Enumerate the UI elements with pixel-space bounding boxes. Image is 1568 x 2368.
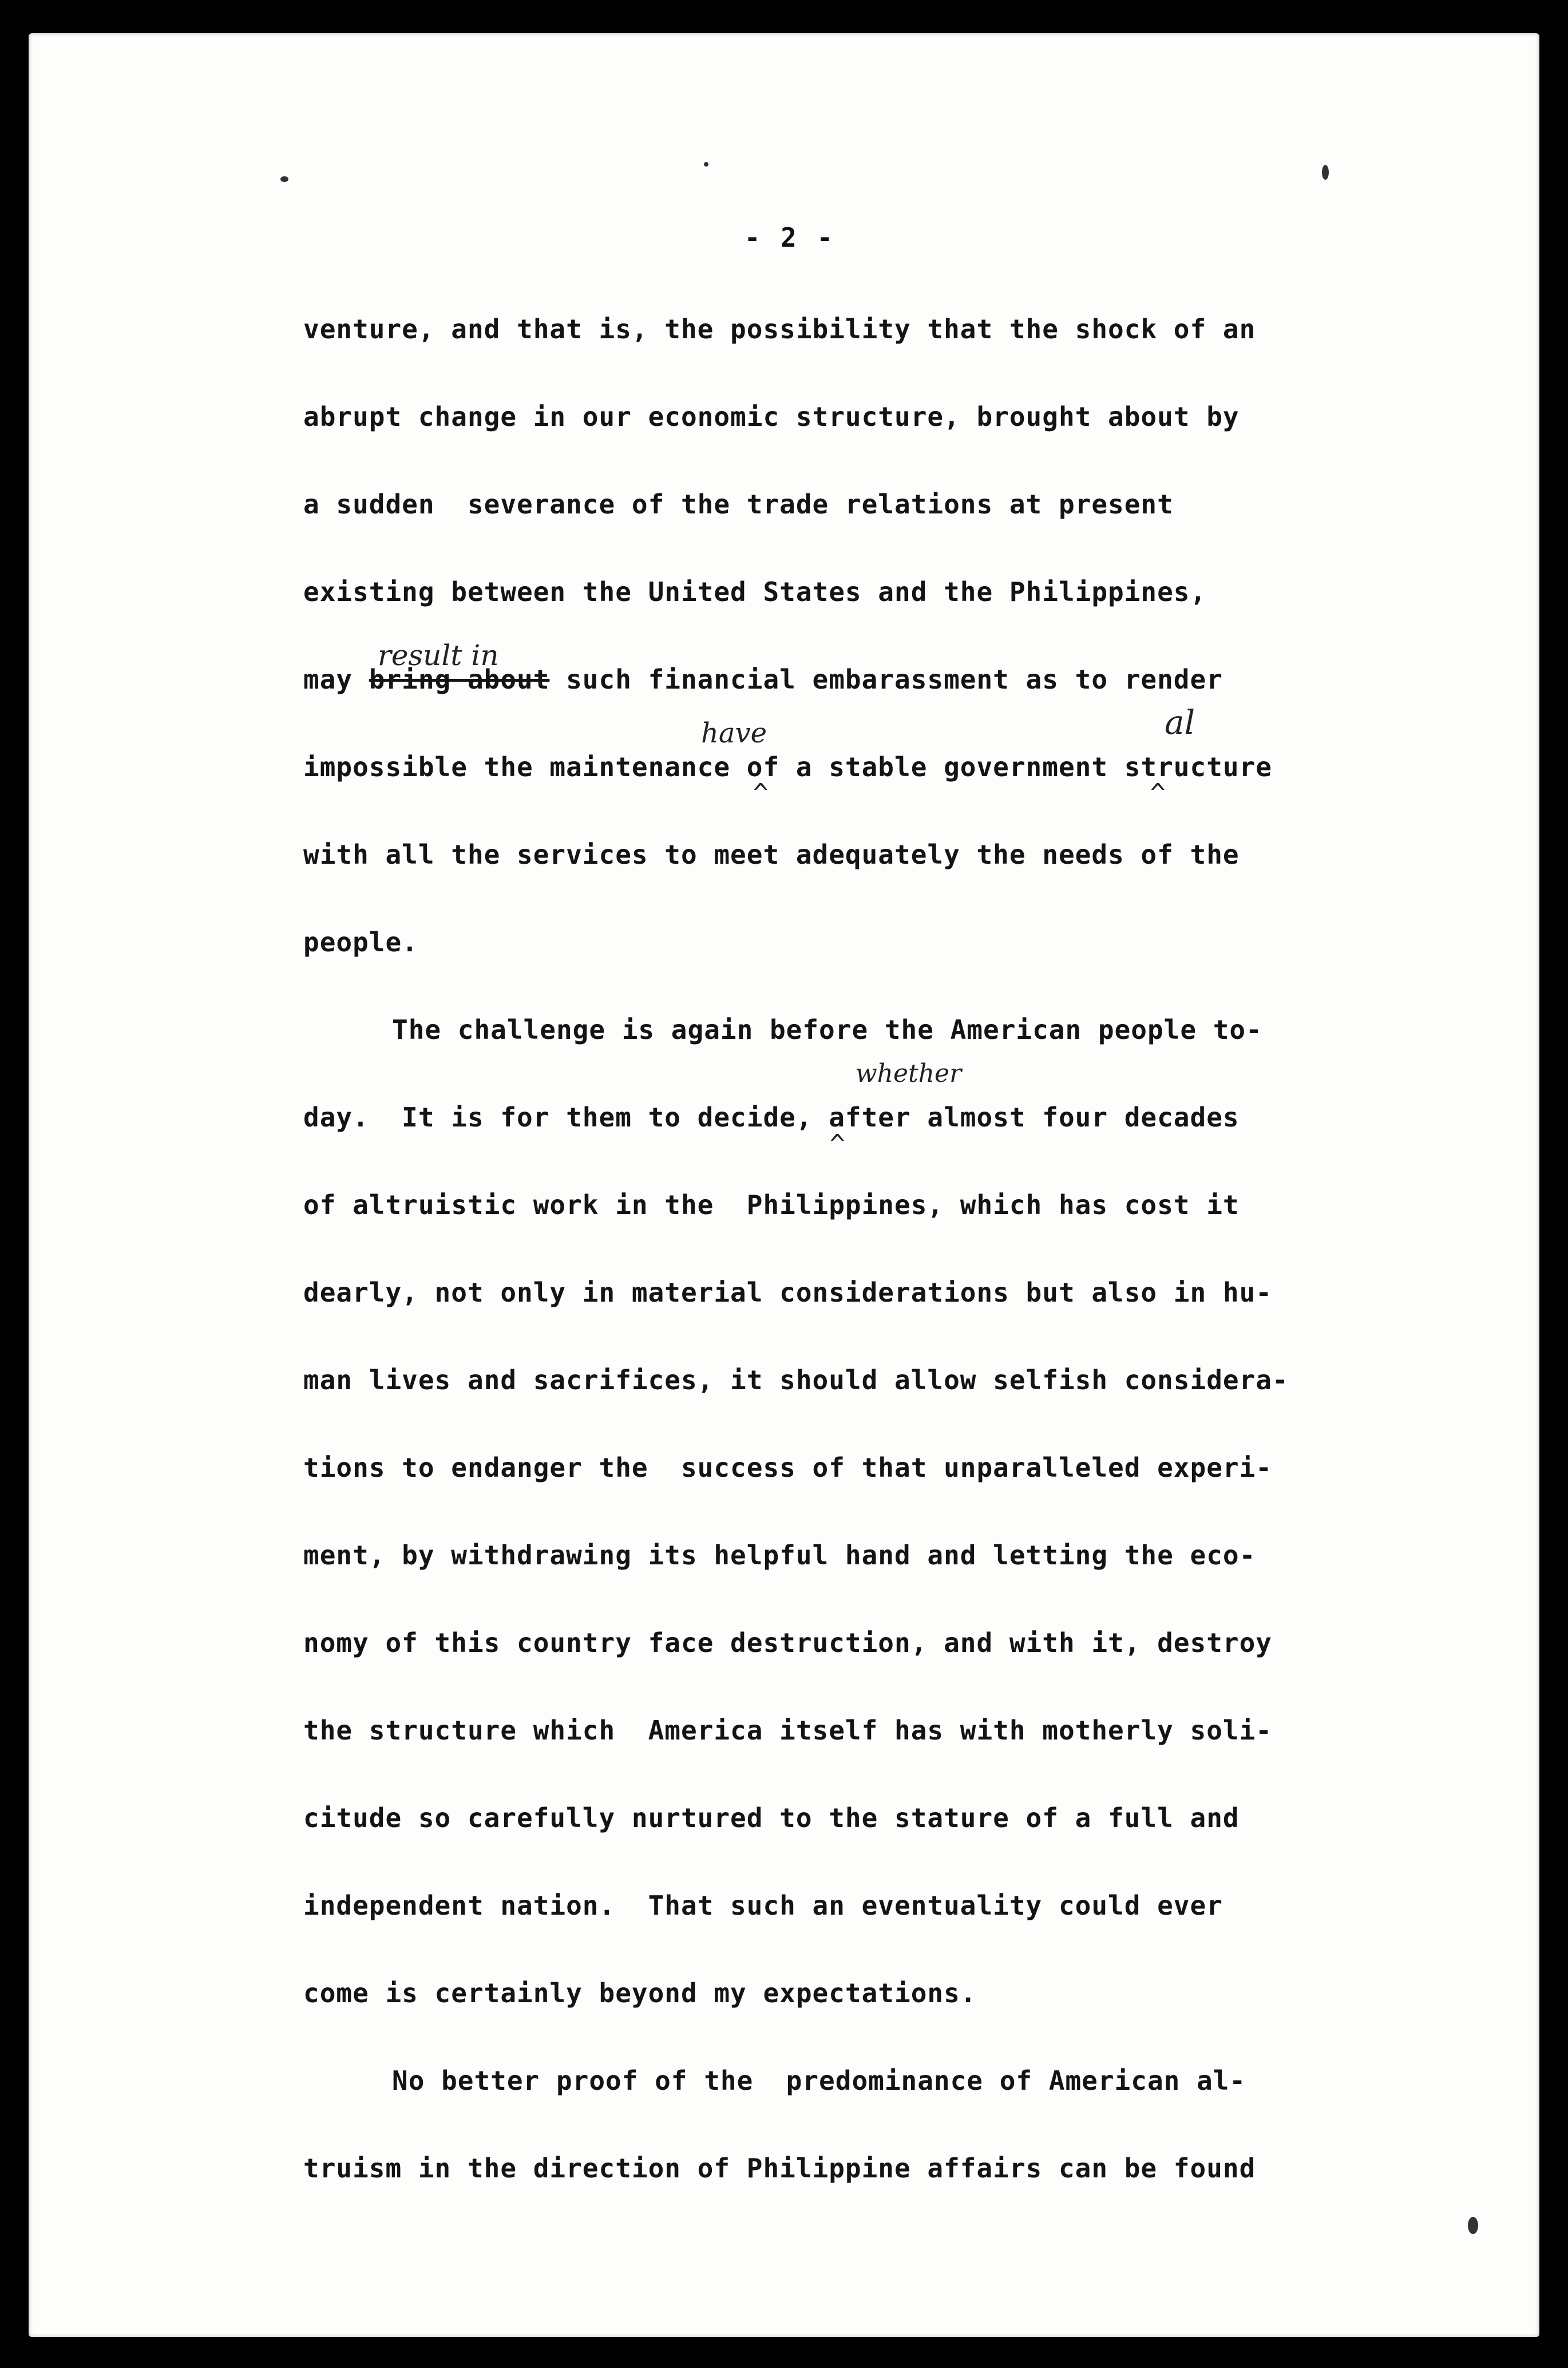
text-line: truism in the direction of Philippine affairs can be found <box>303 2153 1256 2184</box>
insertion-caret-mark: ^ <box>753 778 769 808</box>
struck-text: bring about <box>369 664 550 695</box>
insertion-caret-mark: ^ <box>1150 778 1166 808</box>
text-line: come is certainly beyond my expectations. <box>303 1978 977 2009</box>
page-number: - 2 - <box>744 222 836 253</box>
handwritten-annotation-result-in: result in <box>378 639 499 672</box>
text-line: man lives and sacrifices, it should allow selfish considera- <box>303 1365 1289 1396</box>
scan-speck <box>1322 165 1329 180</box>
document-page <box>29 33 1539 2337</box>
text-line: the structure which America itself has with motherly soli- <box>303 1715 1272 1746</box>
text-line: abrupt change in our economic structure, brought about by <box>303 401 1240 432</box>
text-line: of altruistic work in the Philippines, which has cost it <box>303 1189 1240 1220</box>
text-line: citude so carefully nurtured to the stature of a full and <box>303 1802 1240 1833</box>
scan-speck <box>280 176 288 182</box>
text-line: a sudden severance of the trade relations at present <box>303 489 1174 520</box>
insertion-caret-mark: ^ <box>830 1129 845 1159</box>
text-segment: may <box>303 664 369 695</box>
handwritten-annotation-al: al <box>1165 703 1195 742</box>
text-line: existing between the United States and the Philippines, <box>303 576 1207 607</box>
text-line: venture, and that is, the possibility that the shock of an <box>303 314 1256 345</box>
scan-speck <box>1468 2217 1478 2234</box>
text-line-with-correction <box>303 664 1223 695</box>
text-line: tions to endanger the success of that unparalleled experi- <box>303 1452 1272 1483</box>
paragraph-start-line: The challenge is again before the American people to- <box>392 1014 1262 1045</box>
text-line: day. It is for them to decide, after almost four decades <box>303 1102 1240 1133</box>
text-line: with all the services to meet adequately the needs of the <box>303 839 1240 870</box>
text-line: impossible the maintenance of a stable government structure <box>303 752 1272 782</box>
text-line: dearly, not only in material considerations but also in hu- <box>303 1277 1272 1308</box>
text-line: nomy of this country face destruction, and with it, destroy <box>303 1627 1272 1658</box>
scan-speck <box>704 162 708 167</box>
text-line: ment, by withdrawing its helpful hand and letting the eco- <box>303 1540 1256 1571</box>
handwritten-annotation-whether: whether <box>856 1059 962 1088</box>
text-line: people. <box>303 927 418 958</box>
text-segment: such financial embarassment as to render <box>549 664 1223 695</box>
handwritten-annotation-have: have <box>701 717 767 749</box>
paragraph-start-line: No better proof of the predominance of American al- <box>392 2065 1246 2096</box>
text-line: independent nation. That such an eventuality could ever <box>303 1890 1223 1921</box>
